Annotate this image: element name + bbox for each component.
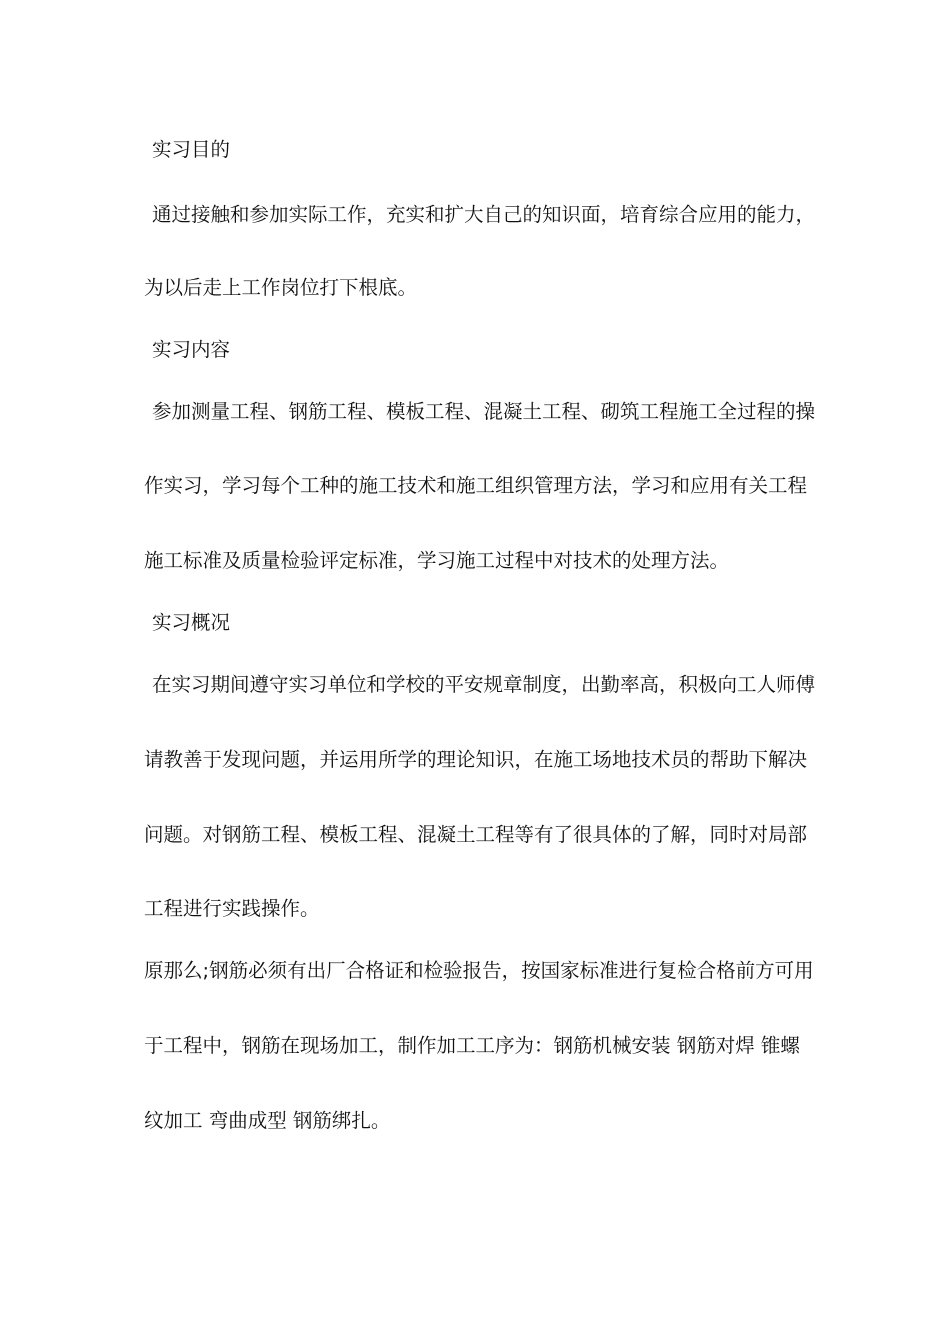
section-heading-content: 实习内容 <box>152 338 231 361</box>
content-line-1: 参加测量工程、钢筋工程、模板工程、混凝土工程、砌筑工程施工全过程的操 <box>152 400 816 423</box>
overview-line-4: 工程进行实践操作。 <box>144 897 320 920</box>
purpose-line-1: 通过接触和参加实际工作，充实和扩大自己的知识面，培育综合应用的能力， <box>152 203 816 226</box>
principle-line-1: 原那么;钢筋必须有出厂合格证和检验报告，按国家标准进行复检合格前方可用 <box>144 959 814 982</box>
section-heading-overview: 实习概况 <box>152 611 231 634</box>
overview-line-3: 问题。对钢筋工程、模板工程、混凝土工程等有了很具体的了解，同时对局部 <box>144 823 808 846</box>
purpose-line-2: 为以后走上工作岗位打下根底。 <box>144 276 418 299</box>
principle-line-2: 于工程中，钢筋在现场加工，制作加工工序为：钢筋机械安装 钢筋对焊 锥螺 <box>144 1034 800 1057</box>
content-line-3: 施工标准及质量检验评定标准，学习施工过程中对技术的处理方法。 <box>144 549 730 572</box>
section-heading-purpose: 实习目的 <box>152 138 231 161</box>
overview-line-2: 请教善于发现问题，并运用所学的理论知识，在施工场地技术员的帮助下解决 <box>144 748 808 771</box>
principle-line-3: 纹加工 弯曲成型 钢筋绑扎。 <box>144 1109 391 1132</box>
overview-line-1: 在实习期间遵守实习单位和学校的平安规章制度，出勤率高，积极向工人师傅 <box>152 673 816 696</box>
content-line-2: 作实习，学习每个工种的施工技术和施工组织管理方法，学习和应用有关工程 <box>144 474 808 497</box>
